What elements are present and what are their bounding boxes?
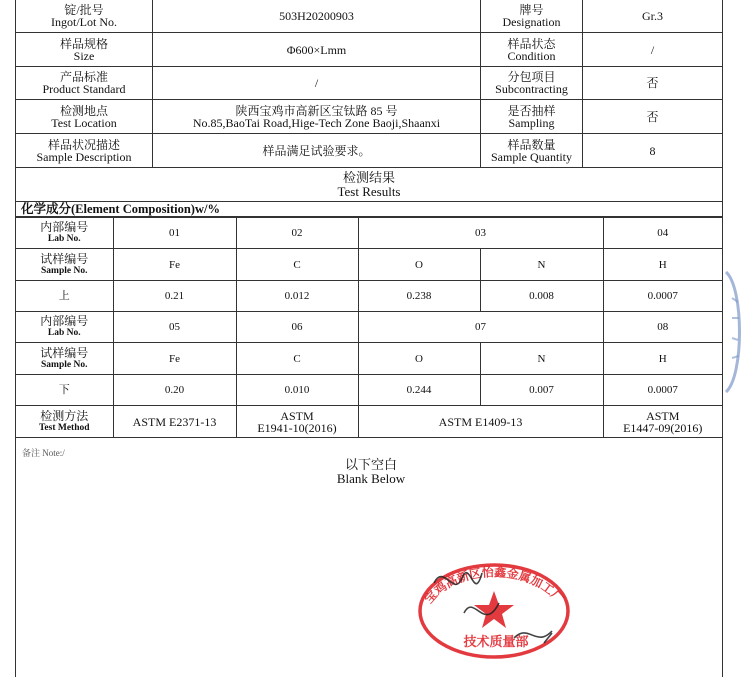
value-cell: 0.008	[480, 281, 603, 312]
composition-heading: 化学成分(Element Composition)w/%	[16, 201, 722, 217]
lab-no-cell: 06	[236, 312, 358, 343]
value-cell: 0.012	[236, 281, 358, 312]
method-cell: ASTM E1409-13	[358, 406, 603, 438]
lab-no-cell: 05	[113, 312, 236, 343]
value-cell: 0.0007	[603, 375, 722, 406]
method-cell: ASTM E2371-13	[113, 406, 236, 438]
value-cell: 0.010	[236, 375, 358, 406]
quantity-value: 8	[582, 134, 722, 167]
element-cell: N	[480, 343, 603, 375]
svg-text:宝鸡高新区怡鑫金属加工厂: 宝鸡高新区怡鑫金属加工厂	[421, 565, 567, 607]
value-cell: 0.21	[113, 281, 236, 312]
lab-no-cell: 07	[358, 312, 603, 343]
designation-value: Gr.3	[582, 0, 722, 32]
lab-no-header: 内部编号 Lab No.	[16, 312, 113, 343]
value-cell: 0.20	[113, 375, 236, 406]
size-value: Φ600×Lmm	[152, 33, 480, 66]
element-cell: O	[358, 249, 480, 281]
position-cell: 下	[16, 375, 113, 406]
lab-no-cell: 04	[603, 218, 722, 249]
test-results-title: 检测结果 Test Results	[16, 168, 722, 202]
element-cell: C	[236, 249, 358, 281]
position-cell: 上	[16, 281, 113, 312]
description-value: 样品满足试验要求。	[152, 134, 480, 167]
lab-no-cell: 03	[358, 218, 603, 249]
standard-label: 产品标准 Product Standard	[42, 70, 126, 96]
company-seal-stamp	[404, 543, 584, 661]
method-cell: ASTM E1447-09(2016)	[603, 406, 722, 438]
element-cell: Fe	[113, 343, 236, 375]
element-cell: Fe	[113, 249, 236, 281]
note-text: 备注 Note:/	[22, 448, 65, 458]
test-method-header: 检测方法 Test Method	[16, 406, 113, 438]
ingot-label: 锭/批号 Ingot/Lot No.	[51, 3, 117, 29]
lab-no-cell: 02	[236, 218, 358, 249]
location-label: 检测地点 Test Location	[51, 103, 117, 130]
element-cell: C	[236, 343, 358, 375]
subcontracting-value: 否	[582, 67, 722, 99]
table-row	[16, 343, 722, 375]
sampling-label: 是否抽样 Sampling	[480, 100, 582, 133]
info-row-size	[16, 33, 722, 67]
element-cell: N	[480, 249, 603, 281]
description-label: 样品状况描述 Sample Description	[36, 137, 132, 164]
lab-no-cell: 08	[603, 312, 722, 343]
location-value: 陕西宝鸡市高新区宝钛路 85 号 No.85,BaoTai Road,Hige-Tech Zone Baoji,Shaanxi	[152, 100, 480, 133]
subcontracting-label: 分包项目 Subcontracting	[480, 67, 582, 99]
info-row-description	[16, 134, 722, 168]
composition-table	[16, 217, 722, 438]
sample-info-table	[16, 0, 722, 168]
ingot-value: 503H20200903	[152, 0, 480, 32]
sampling-value: 否	[582, 100, 722, 133]
edge-blue-stamp	[724, 268, 742, 396]
sample-no-header: 试样编号 Sample No.	[16, 343, 113, 375]
size-label: 样品规格 Size	[59, 36, 108, 63]
info-row-ingot	[16, 0, 722, 33]
blank-below: 以下空白 Blank Below	[336, 457, 406, 486]
table-row	[16, 312, 722, 343]
table-row	[16, 249, 722, 281]
value-cell: 0.244	[358, 375, 480, 406]
element-cell: O	[358, 343, 480, 375]
lab-no-cell: 01	[113, 218, 236, 249]
table-row	[16, 281, 722, 312]
condition-label: 样品状态 Condition	[480, 33, 582, 66]
table-row	[16, 406, 722, 438]
designation-label: 牌号 Designation	[480, 0, 582, 32]
table-row	[16, 375, 722, 406]
element-cell: H	[603, 249, 722, 281]
method-cell: ASTM E1941-10(2016)	[236, 406, 358, 438]
sample-no-header: 试样编号 Sample No.	[16, 249, 113, 281]
value-cell: 0.238	[358, 281, 480, 312]
table-row	[16, 218, 722, 249]
element-cell: H	[603, 343, 722, 375]
condition-value: /	[582, 33, 722, 66]
seal-department: 技术质量部	[463, 635, 529, 650]
standard-value: /	[152, 67, 480, 99]
test-report-page	[15, 0, 723, 677]
quantity-label: 样品数量 Sample Quantity	[480, 134, 582, 167]
value-cell: 0.0007	[603, 281, 722, 312]
value-cell: 0.007	[480, 375, 603, 406]
info-row-location	[16, 100, 722, 134]
info-row-standard	[16, 67, 722, 100]
lab-no-header: 内部编号 Lab No.	[16, 218, 113, 249]
